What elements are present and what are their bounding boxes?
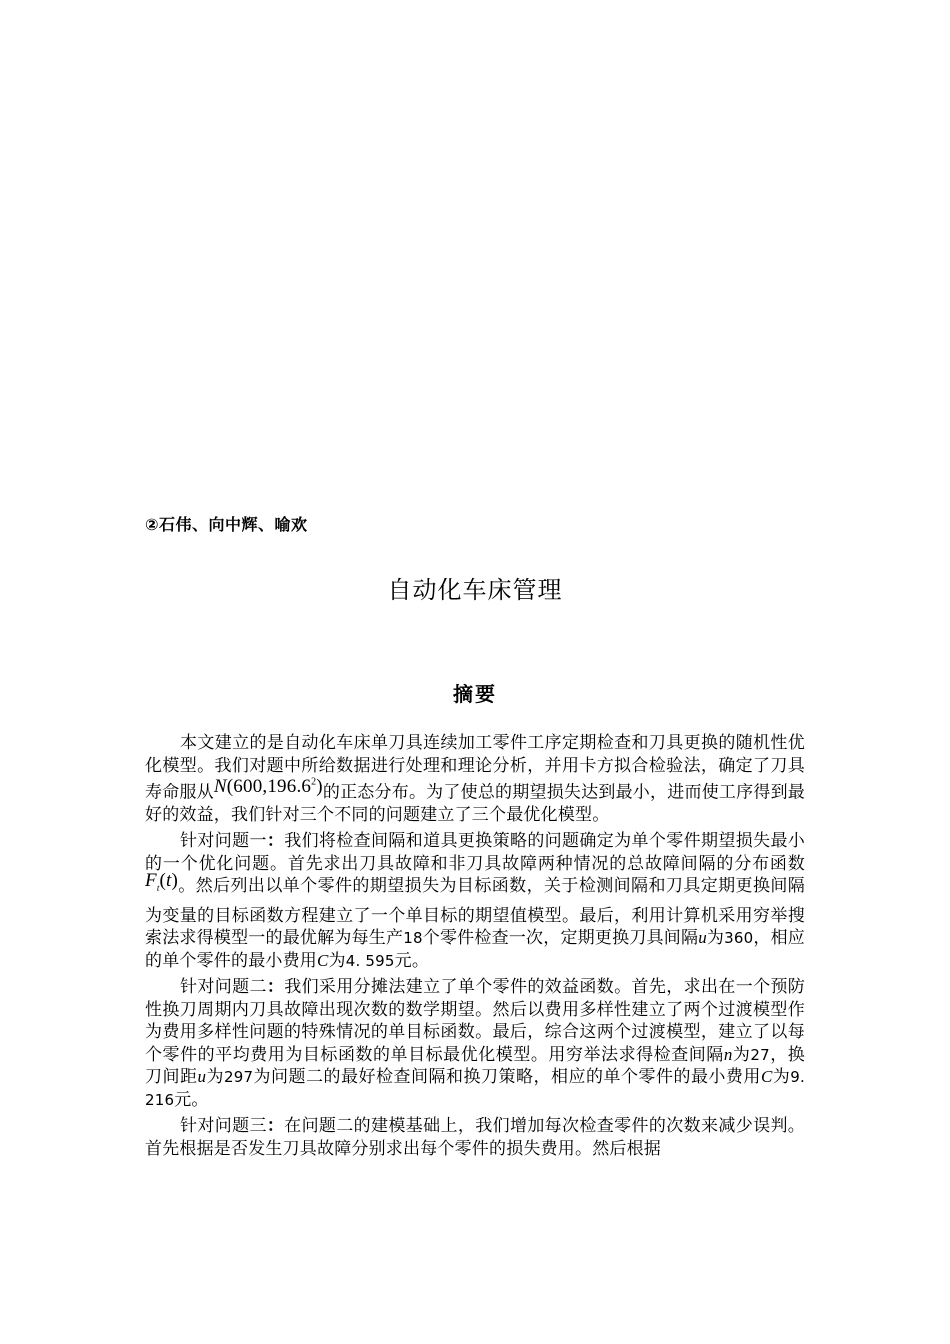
problem-two-label: 针对问题二	[180, 977, 267, 998]
abstract-paragraph-2	[145, 830, 805, 972]
variable-u: u	[197, 1067, 207, 1087]
problem-one-label: 针对问题一	[180, 831, 267, 852]
min-cost-value: 9. 216	[145, 1068, 805, 1109]
normal-distribution-formula: N(600,196.6$^2$)	[213, 776, 323, 798]
text-run: ，相应的单个零件的最小费用	[145, 928, 806, 971]
abstract-body	[145, 732, 805, 1164]
abstract-paragraph-4	[145, 1115, 805, 1160]
text-run: 的正态分布。为了使总的期望损失达到最小，进而使工序得到最好的效益，我们针对三个不同的问题建立了三个最优化模型。	[145, 782, 805, 825]
inspection-interval-value: 27	[750, 1045, 770, 1064]
abstract-heading: 摘要	[453, 682, 497, 706]
text-run: 我们采用分摊法建立了单个零件的效益函数。首先，求出在一个预防性换刀周期内刀具故障出现次数的数学期望。然后以费用多样性建立了两个过渡模型作为费用多样性问题的特殊情况的单目标函数。最后，综合这两个过渡模型，建立了以每个零件的平均费用为目标函数的单目标最优化模型。用穷举法求得检查间隔	[145, 977, 806, 1065]
tool-change-interval-value: 360	[724, 929, 754, 948]
text-run: 为	[772, 1067, 791, 1088]
abstract-paragraph-3	[145, 976, 805, 1111]
label-colon: ：	[266, 831, 285, 852]
text-run: 为问题二的最好检查间隔和换刀策略，相应的单个零件的最小费用	[253, 1067, 761, 1088]
text-run: 元。	[394, 950, 430, 971]
text-run: 元。	[174, 1089, 209, 1110]
variable-n: n	[723, 1044, 733, 1064]
author-line: ②石伟、向中辉、喻欢	[145, 515, 308, 534]
text-run: 为	[206, 1067, 224, 1088]
tool-change-interval-value: 297	[224, 1068, 254, 1087]
paper-title: 自动化车床管理	[387, 576, 563, 604]
text-run: 本文建立的是自动化车床单刀具连续加工零件工序定期检查和刀具更换的随机性优化模型。我们对题中所给数据进行处理和理论分析，并用卡方拟合检验法，确定了刀具寿命服从	[145, 733, 805, 803]
text-run: 在问题二的建模基础上，我们增加每次检查零件的次数来减少误判。首先根据是否发生刀具故障分别求出每个零件的损失费用。然后根据	[145, 1116, 806, 1159]
text-run: 为	[328, 950, 346, 971]
problem-three-label: 针对问题三	[180, 1116, 267, 1137]
variable-c: C	[317, 950, 329, 970]
inspection-interval-value: 18	[403, 929, 423, 948]
text-run: 我们将检查间隔和道具更换策略的问题确定为单个零件期望损失最小的一个优化问题。首先求出刀具故障和非刀具故障两种情况的总故障间隔的分布函数	[145, 831, 806, 874]
text-run: 。然后列出以单个零件的期望损失为目标函数，关于检测间隔和刀具定期更换间隔为变量的目标函数方程建立了一个单目标的期望值模型。最后，利用计算机采用穷举搜索法求得模型一的最优解为每生产	[145, 876, 805, 949]
variable-u: u	[698, 928, 707, 948]
text-run: 为	[732, 1044, 751, 1065]
distribution-function-formula: $F_t(t)$	[145, 870, 179, 894]
text-run: ，换刀间距	[145, 1044, 806, 1088]
text-run: 为	[706, 928, 725, 949]
text-run: 个零件检查一次，定期更换刀具间隔	[422, 928, 699, 949]
min-cost-value: 4. 595	[345, 951, 395, 970]
label-colon: ：	[266, 977, 285, 998]
label-colon: ：	[266, 1116, 285, 1137]
abstract-paragraph-1	[145, 732, 805, 826]
variable-c: C	[760, 1067, 773, 1087]
